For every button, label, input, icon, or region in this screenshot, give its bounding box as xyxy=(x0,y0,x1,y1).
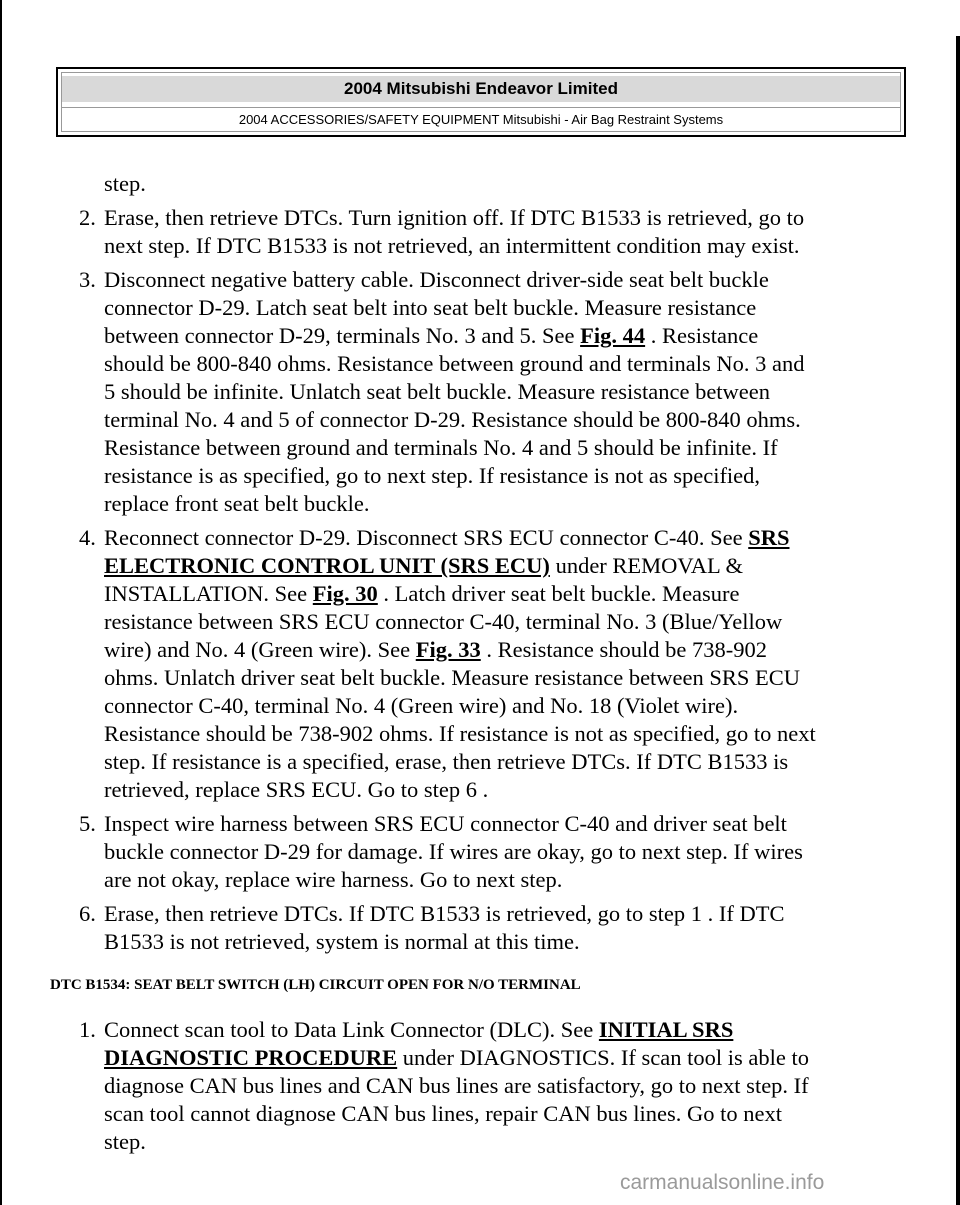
step-4-text: INSTALLATION. See xyxy=(104,581,313,606)
section-heading: DTC B1534: SEAT BELT SWITCH (LH) CIRCUIT OPEN FOR N/O TERMINAL xyxy=(50,977,581,993)
step-3-line-9: replace front seat belt buckle. xyxy=(104,491,370,516)
b-step-1-line-3: diagnose CAN bus lines and CAN bus lines are satisfactory, go to next step. If xyxy=(104,1073,809,1098)
step-number-5: 5. xyxy=(79,811,96,836)
step-3-line-7: Resistance between ground and terminals No. 4 and 5 should be infinite. If xyxy=(104,435,778,460)
document-header xyxy=(56,67,906,137)
step-3-line-3 xyxy=(104,322,758,350)
srs-ecu-link[interactable]: ELECTRONIC CONTROL UNIT (SRS ECU) xyxy=(104,553,550,578)
step-number-2: 2. xyxy=(79,205,96,230)
step-number-3: 3. xyxy=(79,267,96,292)
step-3-line-6: terminal No. 4 and 5 of connector D-29. Resistance should be 800-840 ohms. xyxy=(104,407,801,432)
b-step-1-line-5: step. xyxy=(104,1129,146,1154)
header-subtitle: 2004 ACCESSORIES/SAFETY EQUIPMENT Mitsubishi - Air Bag Restraint Systems xyxy=(62,107,900,132)
step-5-line-2: buckle connector D-29 for damage. If wires are okay, go to next step. If wires xyxy=(104,839,803,864)
fig-30-link[interactable]: Fig. 30 xyxy=(312,581,378,606)
step-4-text: . Resistance should be 738-902 xyxy=(480,637,767,662)
step-2-line-1: Erase, then retrieve DTCs. Turn ignition off. If DTC B1533 is retrieved, go to xyxy=(104,205,805,230)
step-3-line-5: 5 should be infinite. Unlatch seat belt buckle. Measure resistance between xyxy=(104,379,771,404)
step-4-line-4: resistance between SRS ECU connector C-40, terminal No. 3 (Blue/Yellow xyxy=(104,609,783,634)
step-6-line-2: B1533 is not retrieved, system is normal at this time. xyxy=(104,929,580,954)
step-3-text: . Resistance xyxy=(645,323,759,348)
step-4-line-8: Resistance should be 738-902 ohms. If resistance is not as specified, go to next xyxy=(104,721,816,746)
b-step-1-line-2 xyxy=(104,1044,809,1072)
b-step-1-line-1 xyxy=(104,1016,733,1044)
step-6-line-1: Erase, then retrieve DTCs. If DTC B1533 is retrieved, go to step 1 . If DTC xyxy=(104,901,785,926)
step-5-line-1: Inspect wire harness between SRS ECU connector C-40 and driver seat belt xyxy=(104,811,787,836)
header-title: 2004 Mitsubishi Endeavor Limited xyxy=(62,76,900,102)
step-3-line-4: should be 800-840 ohms. Resistance between ground and terminals No. 3 and xyxy=(104,351,805,376)
step-continuation: step. xyxy=(104,171,146,196)
step-4-line-5 xyxy=(104,636,767,664)
step-4-line-2 xyxy=(104,552,743,580)
step-4-line-10: retrieved, replace SRS ECU. Go to step 6 . xyxy=(104,777,489,802)
step-number-4: 4. xyxy=(79,525,96,550)
initial-srs-link[interactable]: INITIAL SRS xyxy=(598,1017,734,1042)
watermark: carmanualsonline.info xyxy=(620,1171,825,1194)
step-4-text: wire) and No. 4 (Green wire). See xyxy=(104,637,416,662)
step-4-line-1 xyxy=(104,524,790,552)
step-number-6: 6. xyxy=(79,901,96,926)
step-4-line-9: step. If resistance is a specified, erase, then retrieve DTCs. If DTC B1533 is xyxy=(104,749,789,774)
step-3-line-8: resistance is as specified, go to next step. If resistance is not as specified, xyxy=(104,463,761,488)
b-step-1-text: Connect scan tool to Data Link Connector (DLC). See xyxy=(104,1017,599,1042)
step-4-text: . Latch driver seat belt buckle. Measure xyxy=(377,581,740,606)
page-corner xyxy=(940,0,960,36)
b-step-number-1: 1. xyxy=(79,1017,96,1042)
b-step-1-line-4: scan tool cannot diagnose CAN bus lines, repair CAN bus lines. Go to next xyxy=(104,1101,783,1126)
page-right-border xyxy=(956,0,960,1205)
diagnostic-procedure-link[interactable]: DIAGNOSTIC PROCEDURE xyxy=(104,1045,398,1070)
step-4-text: Reconnect connector D-29. Disconnect SRS ECU connector C-40. See xyxy=(104,525,749,550)
step-4-line-3 xyxy=(104,580,740,608)
step-4-line-7: connector C-40, terminal No. 4 (Green wire) and No. 18 (Violet wire). xyxy=(104,693,739,718)
b-step-1-text: under DIAGNOSTICS. If scan tool is able to xyxy=(397,1045,809,1070)
srs-link[interactable]: SRS xyxy=(748,525,790,550)
step-4-text: under REMOVAL & xyxy=(549,553,744,578)
header-inner-frame xyxy=(61,72,901,132)
fig-44-link[interactable]: Fig. 44 xyxy=(580,323,646,348)
step-5-line-3: are not okay, replace wire harness. Go to next step. xyxy=(104,867,563,892)
fig-33-link[interactable]: Fig. 33 xyxy=(415,637,481,662)
step-3-text: between connector D-29, terminals No. 3 and 5. See xyxy=(104,323,581,348)
step-3-line-1: Disconnect negative battery cable. Disconnect driver-side seat belt buckle xyxy=(104,267,769,292)
step-3-line-2: connector D-29. Latch seat belt into seat belt buckle. Measure resistance xyxy=(104,295,757,320)
step-4-line-6: ohms. Unlatch driver seat belt buckle. Measure resistance between SRS ECU xyxy=(104,665,801,690)
step-2-line-2: next step. If DTC B1533 is not retrieved, an intermittent condition may exist. xyxy=(104,233,800,258)
page-left-border xyxy=(0,0,2,1205)
